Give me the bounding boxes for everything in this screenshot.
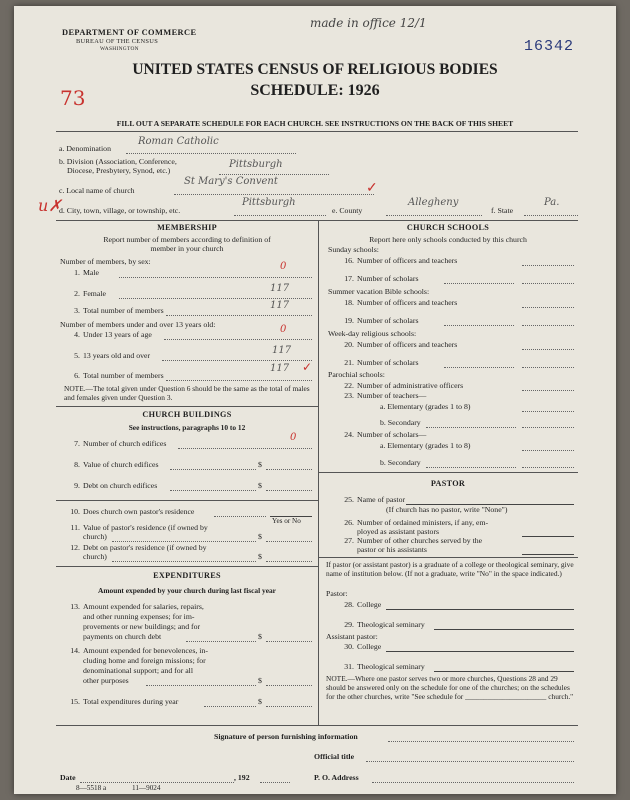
q24-elementary: a. Elementary (grades 1 to 8): [380, 441, 471, 450]
form-code-2: 11—9024: [132, 784, 161, 792]
q13-row-1: 13. Amount expended for salaries, repairs,: [70, 602, 204, 611]
age-head: Number of members under and over 13 years old:: [60, 320, 216, 329]
city-label: WASHINGTON: [100, 46, 139, 52]
q14-row-4: other purposes: [83, 676, 129, 685]
assistant-label: Assistant pastor:: [326, 632, 378, 641]
state-value[interactable]: Pa.: [544, 197, 560, 208]
q4-row: 4. Under 13 years of age: [74, 330, 152, 339]
q1-value[interactable]: 0: [280, 261, 287, 272]
office-note: made in office 12/1: [310, 16, 427, 30]
schools-heading: CHURCH SCHOOLS: [406, 223, 490, 232]
q27-row-1: 27. Number of other churches served by the: [344, 536, 483, 545]
membership-heading: MEMBERSHIP: [157, 223, 217, 232]
weekday-label: Week-day religious schools:: [328, 329, 417, 338]
membership-note: NOTE.—The total given under Question 6 should be the same as the total of males and females given under Question 3.: [64, 384, 310, 402]
state-label: f. State: [491, 206, 514, 215]
q7-value[interactable]: 0: [290, 432, 297, 443]
pastor-heading: PASTOR: [430, 479, 466, 488]
church-name-label: c. Local name of church: [59, 186, 135, 195]
yes-no-hint: Yes or No: [272, 517, 301, 525]
q26-row-2: ployed as assistant pastors: [357, 527, 440, 536]
q5-value[interactable]: 117: [272, 345, 292, 356]
q9-row: 9. Debt on church edifices: [74, 481, 158, 490]
q6-value[interactable]: 117: [270, 363, 290, 374]
pastor-note: NOTE.—Where one pastor serves two or more churches, Questions 28 and 29 should be answered only on the schedule for one of the churches; on the schedules for the other churches, write "See schedule for ______________________ church.": [326, 674, 574, 701]
q3-value[interactable]: 117: [270, 300, 290, 311]
q23-row: 23. Number of teachers—: [344, 391, 427, 400]
q16-row: 16. Number of officers and teachers: [344, 256, 458, 265]
red-tally-number: 73: [60, 86, 86, 110]
bureau-label: BUREAU OF THE CENSUS: [76, 38, 159, 45]
po-address-label: P. O. Address: [314, 773, 359, 782]
city-value[interactable]: Pittsburgh: [242, 197, 296, 208]
q5-row: 5. 13 years old and over: [74, 351, 151, 360]
q11-row-2: church): [83, 532, 107, 541]
q22-row: 22. Number of administrative officers: [344, 381, 464, 390]
q27-row-2: pastor or his assistants: [357, 545, 427, 554]
dollar-sign: $: [258, 697, 262, 706]
form-title: UNITED STATES CENSUS OF RELIGIOUS BODIES: [132, 61, 498, 78]
membership-intro-1: Report number of members according to definition of: [103, 235, 271, 244]
red-x-mark: u✗: [38, 196, 62, 215]
q3-row: 3. Total number of members: [74, 306, 164, 315]
by-sex-label: Number of members, by sex:: [60, 257, 151, 266]
expenditures-sub: Amount expended by your church during last fiscal year: [98, 586, 276, 595]
q26-row-1: 26. Number of ordained ministers, if any, em-: [344, 518, 489, 527]
q19-row: 19. Number of scholars: [344, 316, 419, 325]
buildings-heading: CHURCH BUILDINGS: [142, 410, 232, 419]
q14-row-1: 14. Amount expended for benevolences, in-: [70, 646, 208, 655]
q12-row-1: 12. Debt on pastor's residence (if owned by: [70, 543, 207, 552]
date-label: Date: [60, 773, 76, 782]
buildings-sub: See instructions, paragraphs 10 to 12: [128, 423, 246, 432]
county-value[interactable]: Allegheny: [408, 197, 459, 208]
serial-number: 16342: [524, 38, 575, 55]
dollar-sign: $: [258, 676, 262, 685]
q2-row: 2. Female: [74, 289, 106, 298]
form-code-1: 8—5518 a: [76, 784, 107, 792]
q21-row: 21. Number of scholars: [344, 358, 419, 367]
q24-row: 24. Number of scholars—: [344, 430, 427, 439]
schedule-title: SCHEDULE: 1926: [250, 82, 380, 99]
q25-row: 25. Name of pastor: [344, 495, 406, 504]
q1-row: 1. Male: [74, 268, 100, 277]
instruction-line: FILL OUT A SEPARATE SCHEDULE FOR EACH CHURCH. SEE INSTRUCTIONS ON THE BACK OF THIS SHEET: [116, 119, 514, 128]
q13-row-3: provements or new buildings; and for: [83, 622, 201, 631]
q28-row: 28. College: [344, 600, 382, 609]
dollar-sign: $: [258, 460, 262, 469]
check-mark: ✓: [302, 360, 313, 374]
church-name-value[interactable]: St Mary's Convent: [184, 176, 278, 187]
dept-label: DEPARTMENT OF COMMERCE: [62, 28, 197, 37]
official-title-label: Official title: [314, 752, 355, 761]
city-label: d. City, town, village, or township, etc.: [59, 206, 181, 215]
q10-row: 10. Does church own pastor's residence: [70, 507, 195, 516]
denomination-label: a. Denomination: [59, 144, 111, 153]
graduate-note: If pastor (or assistant pastor) is a graduate of a college or theological seminary, give name of institution below. (If not a graduate, write "No" in the space indicated.): [326, 560, 574, 578]
q24-secondary: b. Secondary: [380, 458, 421, 467]
year-label: , 192: [234, 773, 250, 782]
q11-row-1: 11. Value of pastor's residence (if owned by: [70, 523, 208, 532]
q18-row: 18. Number of officers and teachers: [344, 298, 458, 307]
q15-row: 15. Total expenditures during year: [70, 697, 179, 706]
q12-row-2: church): [83, 552, 107, 561]
q23-elementary: a. Elementary (grades 1 to 8): [380, 402, 471, 411]
county-label: e. County: [332, 206, 363, 215]
division-value[interactable]: Pittsburgh: [229, 159, 283, 170]
q14-row-2: cluding home and foreign missions; for: [83, 656, 206, 665]
q17-row: 17. Number of scholars: [344, 274, 419, 283]
dollar-sign: $: [258, 481, 262, 490]
summer-label: Summer vacation Bible schools:: [328, 287, 430, 296]
dollar-sign: $: [258, 552, 262, 561]
q14-row-3: denominational support; and for all: [83, 666, 193, 675]
q7-row: 7. Number of church edifices: [74, 439, 167, 448]
q25-sub: (If church has no pastor, write "None"): [386, 505, 508, 514]
dollar-sign: $: [258, 532, 262, 541]
division-label-1: b. Division (Association, Conference,: [59, 157, 177, 166]
expenditures-heading: EXPENDITURES: [153, 571, 221, 580]
q6-row: 6. Total number of members: [74, 371, 164, 380]
sunday-label: Sunday schools:: [328, 245, 379, 254]
q29-row: 29. Theological seminary: [344, 620, 425, 629]
q2-value[interactable]: 117: [270, 283, 290, 294]
schools-intro: Report here only schools conducted by this church: [369, 235, 527, 244]
denomination-value[interactable]: Roman Catholic: [138, 136, 219, 147]
check-mark: ✓: [366, 181, 378, 196]
census-form-page: [14, 6, 616, 794]
division-label-2: Diocese, Presbytery, Synod, etc.): [67, 166, 171, 175]
q23-secondary: b. Secondary: [380, 418, 421, 427]
q13-row-2: and other running expenses; for im-: [83, 612, 195, 621]
q4-value[interactable]: 0: [280, 324, 287, 335]
q13-row-4: payments on church debt: [83, 632, 162, 641]
signature-label: Signature of person furnishing information: [214, 732, 358, 741]
q8-row: 8. Value of church edifices: [74, 460, 159, 469]
q30-row: 30. College: [344, 642, 382, 651]
membership-intro-2: member in your church: [150, 244, 224, 253]
pastor-label: Pastor:: [326, 589, 348, 598]
parochial-label: Parochial schools:: [328, 370, 385, 379]
dollar-sign: $: [258, 632, 262, 641]
q31-row: 31. Theological seminary: [344, 662, 425, 671]
q20-row: 20. Number of officers and teachers: [344, 340, 458, 349]
